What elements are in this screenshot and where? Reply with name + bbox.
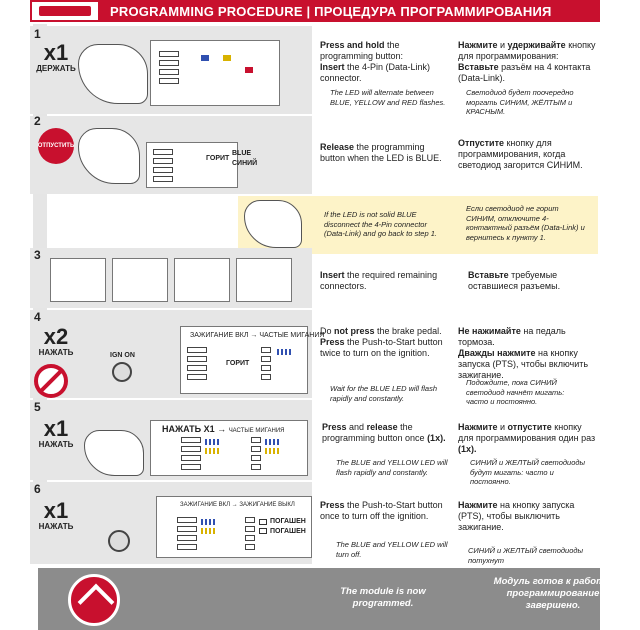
step-number: 4 [34,310,41,324]
led-color-ru: СИНИЙ [232,160,258,167]
step-number: 6 [34,482,41,496]
step-6-en-note: The BLUE and YELLOW LED will turn off. [336,540,448,559]
module-connector-panel [150,40,280,106]
step-4-en-note: Wait for the BLUE LED will flash rapidly and constantly. [330,384,437,403]
completion-ru: Модуль готов к работе, программирование завершено. [493,576,613,611]
connector-image-4 [236,258,292,302]
led-off-label-2: ПОГАШЕН [270,528,306,535]
step-2-en-text: Release the programming button when the LED is BLUE. [320,142,442,163]
connector-image-2 [112,258,168,302]
step-6-en-text: Press the Push-to-Start button once to turn off the ignition. [320,500,443,521]
step-number: 5 [34,400,41,414]
connector-image-3 [174,258,230,302]
no-brake-icon [34,364,68,398]
press-count-badge: x2 НАЖАТЬ [38,324,74,357]
completion-en: The module is now programmed. [340,586,426,609]
page-header [30,0,600,22]
led-off-label-1: ПОГАШЕН [270,518,306,525]
push-start-button-icon [112,362,132,382]
press-count-badge: x1 НАЖАТЬ [38,416,74,449]
step-1-ru-text: Нажмите и удерживайте кнопку для программирования: Вставьте разъём на 4 контакта (Data-Link). [458,40,596,83]
step-5-en-text: Press and release the programming button once (1x). [322,422,446,443]
push-start-button-icon [108,530,130,552]
press-x1-label: НАЖАТЬ X1 → ЧАСТЫЕ МИГАНИЯ [162,424,285,434]
step-6-ru-text: Нажмите на кнопку запуска (PTS), чтобы выключить зажигание. [458,500,575,532]
step-1-en-note: The LED will alternate between BLUE, YELLOW and RED flashes. [330,88,446,107]
step-number: 3 [34,248,41,262]
step-5-ru-text: Нажмите и отпустите кнопку для программирования один раз (1x). [458,422,596,454]
completion-footer [38,568,613,630]
module-connector-panel [146,142,238,188]
connector-image-1 [50,258,106,302]
step-1-ru-note: Светодиод будет поочередно моргать СИНИМ, ЖЁЛТЫМ и КРАСНЫМ. [466,88,574,116]
brand-logo-icon [68,574,120,626]
warning-ru: Если светодиод не горит СИНИМ, отключите 4-контактный разъём (Data-Link) и вернитесь к пункту 1. [466,204,585,242]
step-5-en-note: The BLUE and YELLOW LED will flash rapidly and constantly. [336,458,448,477]
ign-on-label: IGN ON [110,352,135,359]
page-title: PROGRAMMING PROCEDURE | ПРОЦЕДУРА ПРОГРАММИРОВАНИЯ [110,3,552,19]
ignition-on-label: ЗАЖИГАНИЕ ВКЛ → ЧАСТЫЕ МИГАНИЯ [190,332,325,339]
step-2-ru-text: Отпустите кнопку для программирования, когда светодиод загорится СИНИМ. [458,138,583,170]
step-3-en-text: Insert the required remaining connectors. [320,270,438,291]
step-3-ru-text: Вставьте требуемые оставшиеся разъемы. [468,270,561,291]
led-status-ru: ГОРИТ [206,155,230,162]
press-count-badge: x1 ДЕРЖАТЬ [36,40,76,73]
step-number: 1 [34,27,41,41]
step-4-ru-text: Не нажимайте на педаль тормоза. Дважды нажмите на кнопку запуска (PTS), чтобы включить зажигание. [458,326,589,380]
release-badge: ОТПУСТИТЬ [38,128,74,164]
press-count-badge: x1 НАЖАТЬ [38,498,74,531]
step-1-en-text: Press and hold the programming button: Insert the 4-Pin (Data-Link) connector. [320,40,431,83]
warning-en: If the LED is not solid BLUE disconnect the 4-Pin connector (Data-Link) and go back to step 1. [324,210,437,238]
led-color-en: BLUE [232,150,252,157]
step-6-ru-note: СИНИЙ и ЖЕЛТЫЙ светодиоды потухнут [468,546,584,565]
led-status-ru: ГОРИТ [226,360,250,367]
brand-logo [30,0,100,22]
ignition-toggle-label: ЗАЖИГАНИЕ ВКЛ → ЗАЖИГАНИЕ ВЫКЛ [180,502,295,508]
step-4-ru-note: Подождите, пока СИНИЙ светодиод начнёт мигать: часто и постоянно. [466,378,565,406]
step-number: 2 [34,114,41,128]
step-5-ru-note: СИНИЙ и ЖЕЛТЫЙ светодиоды будут мигать: часто и постоянно. [470,458,586,486]
step-4-en-text: Do not press the brake pedal. Press the Push-to-Start button twice to turn on the ignition. [320,326,443,358]
